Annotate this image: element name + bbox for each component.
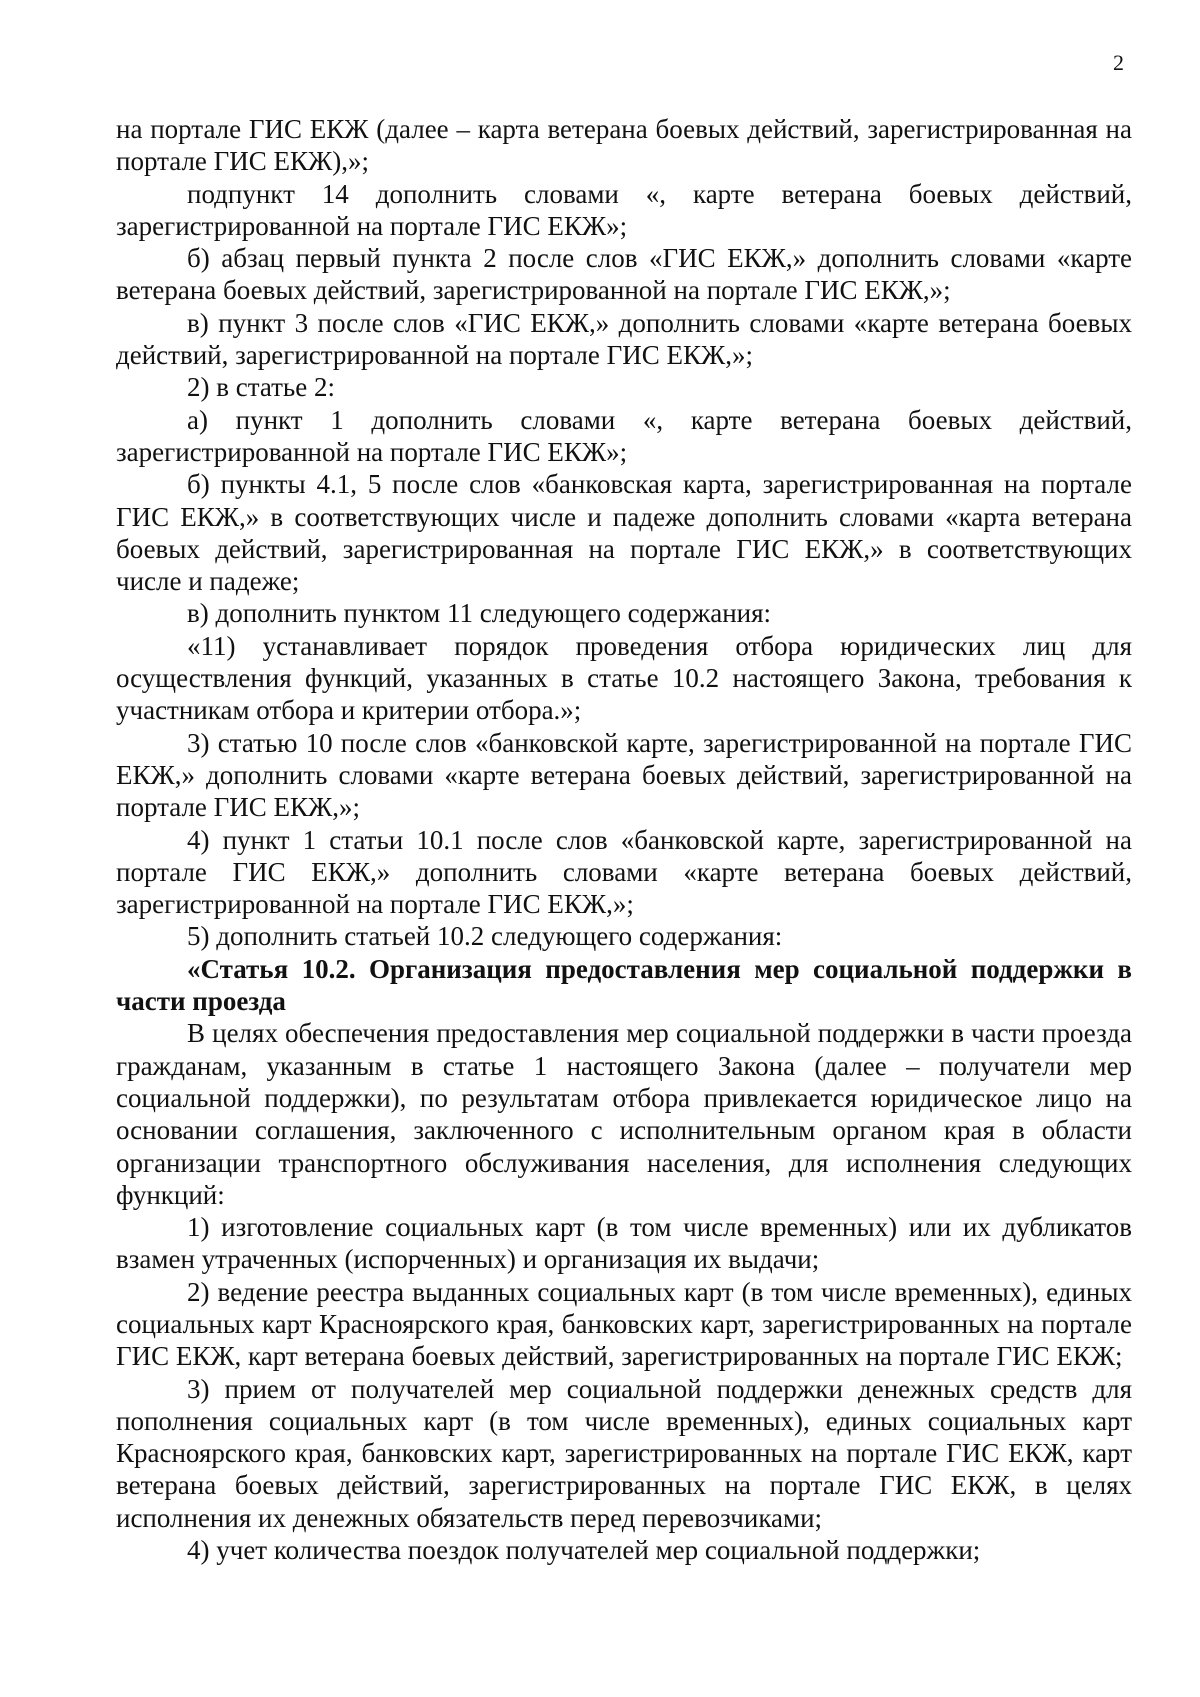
paragraph-function-2: 2) ведение реестра выданных социальных карт (в том числе временных), единых социальных карт Красноярского края, банковских карт, зарегистрированных на портале ГИС ЕКЖ, карт ветерана боевых действий, зарегистрированных на портале ГИС ЕКЖ; [116, 1276, 1132, 1372]
paragraph-item-4: 4) пункт 1 статьи 10.1 после слов «банковской карте, зарегистрированной на портале ГИС ЕКЖ,» дополнить словами «карте ветерана боевых действий, зарегистрированной на портале ГИС ЕКЖ,»; [116, 824, 1132, 920]
paragraph-function-4: 4) учет количества поездок получателей мер социальной поддержки; [187, 1535, 981, 1566]
paragraph-article-2-v: в) дополнить пунктом 11 следующего содержания: [187, 598, 772, 629]
paragraph-item-v: в) пункт 3 после слов «ГИС ЕКЖ,» дополнить словами «карте ветерана боевых действий, зарегистрированной на портале ГИС ЕКЖ,»; [116, 307, 1132, 371]
paragraph-item-b: б) абзац первый пункта 2 после слов «ГИС ЕКЖ,» дополнить словами «карте ветерана боевых действий, зарегистрированной на портале ГИС ЕКЖ,»; [116, 243, 1132, 306]
paragraph-item-3: 3) статью 10 после слов «банковской карте, зарегистрированной на портале ГИС ЕКЖ,» дополнить словами «карте ветерана боевых действий, зарегистрированной на портале ГИС ЕКЖ,»; [116, 727, 1132, 823]
document-body [116, 113, 1132, 1566]
paragraph-item-5: 5) дополнить статьей 10.2 следующего содержания: [187, 921, 783, 952]
paragraph-article-2-b: б) пункты 4.1, 5 после слов «банковская карта, зарегистрированная на портале ГИС ЕКЖ,» в соответствующих числе и падеже дополнить словами «карта ветерана боевых действий, зарегистрированная на портале ГИС ЕКЖ,» в соответствующих числе и падеже; [116, 469, 1132, 597]
paragraph-function-1: 1) изготовление социальных карт (в том числе временных) или их дубликатов взамен утраченных (испорченных) и организация их выдачи; [116, 1212, 1132, 1275]
paragraph-subitem-14: подпункт 14 дополнить словами «, карте ветерана боевых действий, зарегистрированной на портале ГИС ЕКЖ»; [116, 178, 1132, 241]
page-number: 2 [1113, 50, 1124, 75]
paragraph-point-11: «11) устанавливает порядок проведения отбора юридических лиц для осуществления функций, указанных в статье 10.2 настоящего Закона, требования к участникам отбора и критерии отбора.»; [116, 630, 1132, 726]
article-10-2-heading: «Статья 10.2. Организация предоставления мер социальной поддержки в части проезда [116, 953, 1132, 1017]
paragraph-article-2-a: а) пункт 1 дополнить словами «, карте ветерана боевых действий, зарегистрированной на портале ГИС ЕКЖ»; [116, 404, 1132, 467]
paragraph-function-3: 3) прием от получателей мер социальной поддержки денежных средств для пополнения социальных карт (в том числе временных), единых социальных карт Красноярского края, банковских карт, зарегистрированных на портале ГИС ЕКЖ, карт ветерана боевых действий, зарегистрированных на портале ГИС ЕКЖ, в целях исполнения их денежных обязательств перед перевозчиками; [116, 1373, 1132, 1533]
paragraph-continuation: на портале ГИС ЕКЖ (далее – карта ветерана боевых действий, зарегистрированная на портале ГИС ЕКЖ),»; [116, 114, 1132, 177]
paragraph-article-10-2-intro: В целях обеспечения предоставления мер социальной поддержки в части проезда гражданам, указанным в статье 1 настоящего Закона (далее – получатели мер социальной поддержки), по результатам отбора привлекается юридическое лицо на основании соглашения, заключенного с исполнительным органом края в области организации транспортного обслуживания населения, для исполнения следующих функций: [116, 1018, 1132, 1210]
paragraph-article-2: 2) в статье 2: [187, 372, 335, 403]
